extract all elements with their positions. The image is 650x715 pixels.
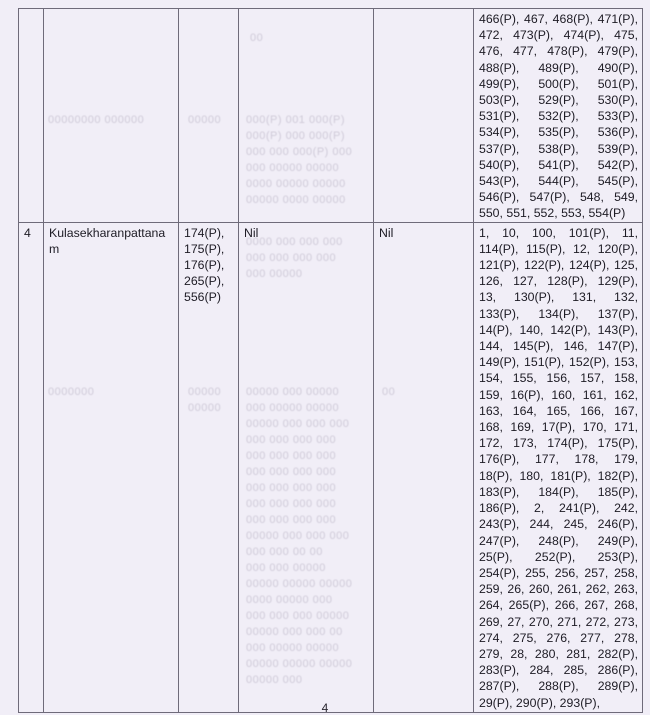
survey-number: 124(P), <box>569 258 610 273</box>
survey-number: 131, <box>572 290 597 305</box>
survey-number: 500(P), <box>538 76 579 91</box>
page-number: 4 <box>321 701 329 715</box>
show-through-text: 00000 000 00000 000 00000 00000 00000 000 000 000 000 000 000 000 000 000 000 000 000 000 000 000 000 000 000 000 000 000 000 000 000 000 000 000 00000 000 000 000 000 000 00 00 000 000 00000 00000 00000 00000 0000 00000 000 000 000 000 00000 00000 000 000 00 000 00000 00000 00000 00000 00000 00000 000 <box>246 386 353 686</box>
survey-number: 162, <box>614 387 638 402</box>
nil-cell <box>374 9 474 223</box>
show-through-text: 00000000 000000 <box>48 114 145 126</box>
survey-number: 547(P), <box>529 190 570 205</box>
survey-number: 241(P), <box>559 501 600 516</box>
survey-number: 272, <box>585 614 610 629</box>
survey-number: 274, <box>479 630 503 645</box>
survey-number: 257, <box>584 565 609 580</box>
partial-survey-cell: 174(P), 175(P), 176(P), 265(P), 556(P) <box>179 222 239 712</box>
survey-number: 247(P), <box>479 533 520 548</box>
survey-number: 536(P), <box>597 125 639 140</box>
survey-number: 1, <box>479 225 490 240</box>
survey-number: 145(P), <box>513 339 554 354</box>
survey-number: 293(P), <box>559 695 600 710</box>
survey-number: 155, <box>512 371 537 386</box>
survey-number: 488(P), <box>479 60 520 75</box>
survey-number: 157, <box>580 371 605 386</box>
survey-number: 14(P), <box>479 322 513 337</box>
survey-number: 549, <box>614 190 638 205</box>
survey-number: 12, <box>573 241 591 256</box>
survey-number: 282(P), <box>597 646 638 661</box>
survey-number: 554(P) <box>588 206 626 221</box>
survey-number: 286(P), <box>597 663 638 678</box>
survey-number: 534(P), <box>479 125 520 140</box>
survey-number: 13, <box>479 290 497 305</box>
survey-number: 175(P), <box>597 436 638 451</box>
survey-number: 244, <box>529 517 554 532</box>
survey-number: 530(P), <box>597 93 639 108</box>
survey-number: 273, <box>614 614 638 629</box>
survey-number: 16(P), <box>510 387 544 402</box>
survey-number: 546(P), <box>479 190 520 205</box>
survey-number: 140, <box>519 322 544 337</box>
survey-number: 259, <box>479 582 503 597</box>
show-through-text: 00000 00000 <box>188 386 222 414</box>
survey-numbers-table <box>18 8 643 713</box>
survey-number: 26, <box>507 582 525 597</box>
survey-number: 503(P), <box>479 93 520 108</box>
survey-number: 468(P), <box>552 12 593 26</box>
survey-number: 280, <box>534 646 559 661</box>
survey-number: 126, <box>479 274 503 289</box>
survey-number: 278, <box>614 630 638 645</box>
survey-number: 18(P), <box>479 468 513 483</box>
survey-number: 177, <box>534 452 559 467</box>
survey-number: 2, <box>534 501 545 516</box>
survey-number: 137(P), <box>597 306 639 321</box>
survey-number: 535(P), <box>538 125 579 140</box>
survey-number: 501(P), <box>597 76 639 91</box>
survey-number: 544(P), <box>538 174 579 189</box>
survey-number: 249(P), <box>597 533 639 548</box>
survey-number: 129(P), <box>597 274 638 289</box>
survey-number: 472, <box>479 28 503 43</box>
survey-number: 171, <box>614 420 638 435</box>
table-row <box>19 222 643 712</box>
survey-number: 489(P), <box>538 60 579 75</box>
survey-number: 267, <box>584 598 609 613</box>
survey-number: 170, <box>582 420 607 435</box>
survey-number: 164, <box>512 403 537 418</box>
survey-number: 477, <box>513 44 538 59</box>
survey-number: 538(P), <box>538 141 579 156</box>
survey-number: 548, <box>579 190 604 205</box>
survey-number: 10, <box>502 225 520 240</box>
survey-number: 290(P), <box>515 695 557 710</box>
survey-number: 165, <box>546 403 571 418</box>
survey-number: 184(P), <box>538 484 579 499</box>
survey-number: 28, <box>510 646 528 661</box>
survey-number: 142(P), <box>550 322 591 337</box>
survey-number: 288(P), <box>538 679 579 694</box>
survey-number: 120(P), <box>597 241 639 256</box>
survey-number: 529(P), <box>538 93 579 108</box>
survey-number: 114(P), <box>479 241 519 256</box>
survey-number: 531(P), <box>479 109 520 124</box>
survey-number: 543(P), <box>479 174 520 189</box>
survey-numbers-cell <box>474 222 643 712</box>
show-through-text: 0000 000 000 000 000 000 000 000 000 00000 <box>246 236 343 280</box>
survey-number: 490(P), <box>597 60 639 75</box>
survey-numbers-cell <box>474 9 643 223</box>
survey-number: 466(P), <box>479 12 520 26</box>
survey-number: 143(P), <box>597 322 638 337</box>
survey-number: 246(P), <box>597 517 638 532</box>
survey-number: 130(P), <box>514 290 555 305</box>
survey-number: 287(P), <box>479 679 520 694</box>
survey-number: 533(P), <box>597 109 639 124</box>
survey-number: 180, <box>519 468 544 483</box>
survey-number: 283(P), <box>479 663 520 678</box>
survey-number: 101(P), <box>568 225 610 240</box>
survey-number: 173, <box>513 436 538 451</box>
survey-number: 269, <box>479 614 503 629</box>
survey-number: 499(P), <box>479 76 520 91</box>
survey-number: 265(P), <box>508 598 549 613</box>
survey-number: 125, <box>614 258 638 273</box>
survey-number: 542(P), <box>597 157 639 172</box>
survey-number: 161, <box>582 387 607 402</box>
survey-number: 183(P), <box>479 484 520 499</box>
survey-number: 153, <box>614 355 638 370</box>
survey-number: 182(P), <box>597 468 638 483</box>
survey-number: 254(P), <box>479 565 520 580</box>
survey-number: 159, <box>479 387 503 402</box>
sl-no-cell: 4 <box>19 222 44 712</box>
nil-cell <box>239 9 374 223</box>
table-row <box>19 9 643 223</box>
survey-number: 133(P), <box>479 306 520 321</box>
show-through-text: 00 <box>250 32 264 44</box>
survey-number: 146, <box>563 339 588 354</box>
survey-number: 262, <box>585 582 610 597</box>
sl-no-cell <box>19 9 44 223</box>
survey-number: 253(P), <box>597 549 638 564</box>
survey-number: 551, <box>506 206 531 221</box>
survey-number: 156, <box>546 371 571 386</box>
survey-number: 270, <box>528 614 553 629</box>
survey-number: 258, <box>614 565 639 580</box>
survey-number: 178, <box>574 452 599 467</box>
survey-number: 181(P), <box>550 468 591 483</box>
partial-survey-cell <box>179 9 239 223</box>
survey-number: 539(P), <box>597 141 639 156</box>
show-through-text: 000(P) 001 000(P) 000(P) 000 000(P) 000 000 000(P) 000 000 00000 00000 0000 00000 00000 00000 0000 00000 <box>246 114 353 206</box>
survey-number: 169, <box>510 420 535 435</box>
survey-number: 151(P), <box>524 355 565 370</box>
survey-number: 29(P), <box>479 695 513 710</box>
survey-number: 185(P), <box>597 484 639 499</box>
survey-number: 260, <box>528 582 553 597</box>
survey-number: 147(P), <box>597 339 638 354</box>
survey-number: 160, <box>551 387 576 402</box>
survey-number: 473(P), <box>513 28 554 43</box>
survey-number: 284, <box>529 663 554 678</box>
survey-number-list <box>479 225 638 711</box>
survey-number: 537(P), <box>479 141 520 156</box>
survey-number: 128(P), <box>547 274 588 289</box>
survey-number: 176(P), <box>479 452 520 467</box>
survey-number: 166, <box>580 403 605 418</box>
survey-number: 266, <box>554 598 579 613</box>
survey-number: 552, <box>533 206 558 221</box>
survey-number: 144, <box>479 339 503 354</box>
survey-number: 134(P), <box>538 306 579 321</box>
nil-cell: Nil <box>239 222 374 712</box>
survey-number: 152(P), <box>569 355 610 370</box>
survey-number: 163, <box>479 403 503 418</box>
survey-number: 242, <box>614 501 639 516</box>
survey-number: 540(P), <box>479 157 520 172</box>
survey-number: 25(P), <box>479 549 513 564</box>
show-through-text: 00000 <box>188 114 222 126</box>
village-cell <box>44 9 179 223</box>
survey-number: 186(P), <box>479 501 520 516</box>
survey-number: 149(P), <box>479 355 520 370</box>
survey-number: 545(P), <box>597 174 639 189</box>
survey-number: 277, <box>580 630 605 645</box>
survey-number: 168, <box>479 420 503 435</box>
survey-number: 252(P), <box>534 549 576 564</box>
survey-number: 276, <box>546 630 571 645</box>
survey-number: 27, <box>507 614 525 629</box>
survey-number: 268, <box>614 598 639 613</box>
survey-number: 471(P), <box>597 12 638 26</box>
survey-number: 115(P), <box>526 241 566 256</box>
survey-number: 158, <box>614 371 638 386</box>
survey-number: 479(P), <box>597 44 638 59</box>
survey-number: 275, <box>512 630 537 645</box>
survey-number: 17(P), <box>541 420 576 435</box>
survey-number: 132, <box>614 290 638 305</box>
survey-number: 263, <box>614 582 638 597</box>
survey-number: 532(P), <box>538 109 579 124</box>
village-cell: Kulasekharanpattanam <box>44 222 179 712</box>
survey-number: 281, <box>566 646 591 661</box>
survey-number: 285, <box>563 663 588 678</box>
survey-number: 478(P), <box>547 44 588 59</box>
survey-number: 122(P), <box>524 258 565 273</box>
survey-number: 248(P), <box>538 533 579 548</box>
survey-number: 261, <box>557 582 582 597</box>
survey-number: 279, <box>479 646 503 661</box>
survey-number: 475, <box>614 28 638 43</box>
survey-number: 243(P), <box>479 517 520 532</box>
survey-number: 255, <box>525 565 549 580</box>
survey-number: 154, <box>479 371 503 386</box>
survey-number: 289(P), <box>597 679 639 694</box>
survey-number: 271, <box>557 614 582 629</box>
survey-number: 476, <box>479 44 503 59</box>
show-through-text: 00 <box>382 386 396 398</box>
survey-number: 541(P), <box>538 157 579 172</box>
survey-number: 264, <box>479 598 503 613</box>
survey-number: 553, <box>561 206 586 221</box>
survey-number: 100, <box>531 225 556 240</box>
nil-cell: Nil <box>374 222 474 712</box>
survey-number: 179, <box>614 452 639 467</box>
survey-number: 256, <box>554 565 579 580</box>
survey-number: 174(P), <box>547 436 588 451</box>
survey-number: 121(P), <box>479 258 520 273</box>
survey-number: 167, <box>614 403 638 418</box>
survey-number: 550, <box>479 206 503 221</box>
survey-number: 467, <box>524 12 548 26</box>
survey-number: 474(P), <box>563 28 604 43</box>
survey-number: 11, <box>621 225 639 240</box>
show-through-text: 0000000 <box>48 386 95 398</box>
survey-number: 245, <box>563 517 588 532</box>
survey-number-list <box>479 11 638 222</box>
survey-number: 172, <box>479 436 503 451</box>
survey-number: 127, <box>513 274 538 289</box>
